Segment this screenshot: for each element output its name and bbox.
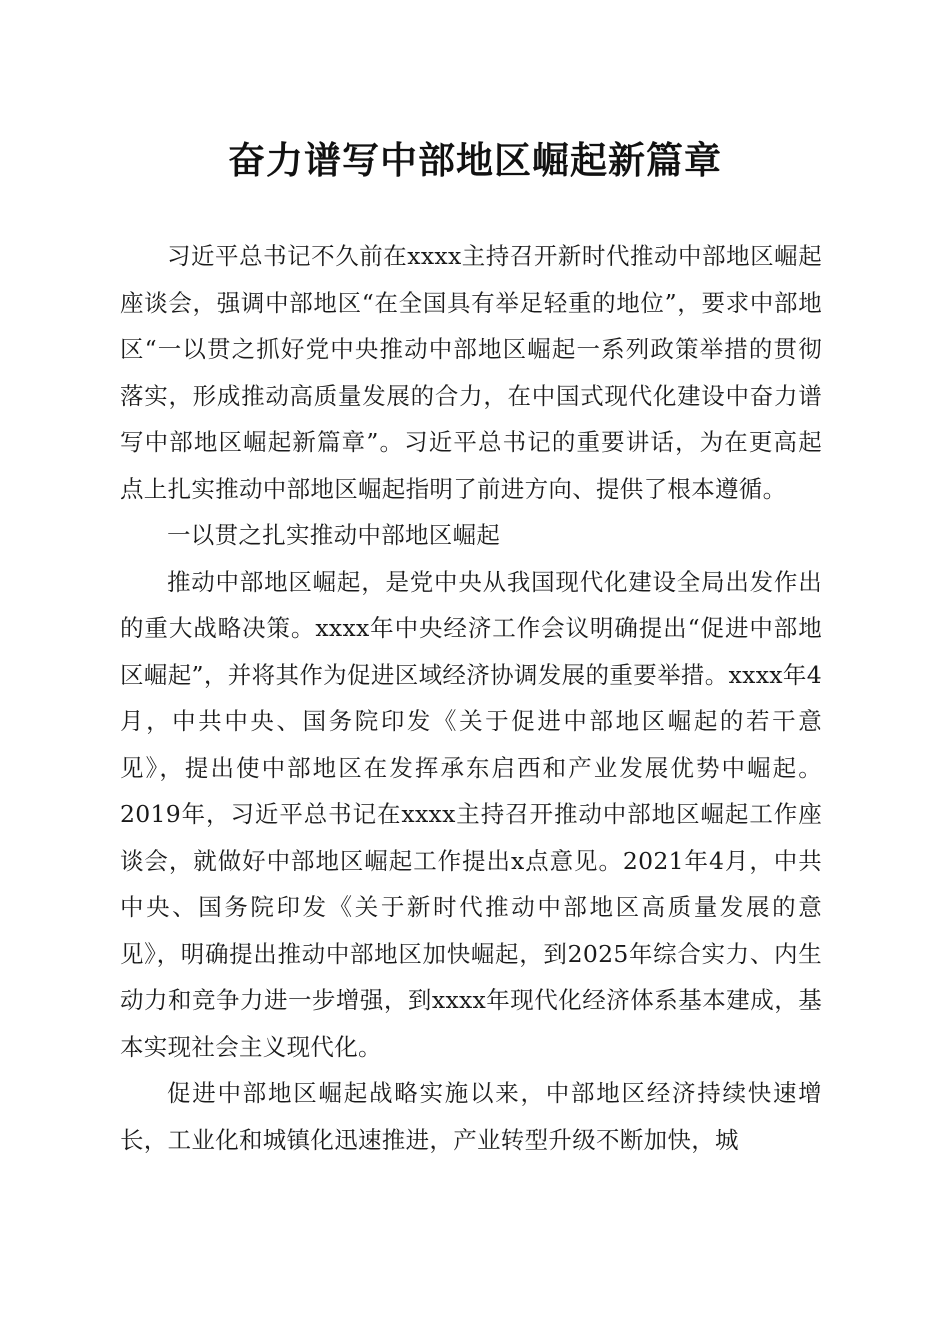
document-body [120, 233, 822, 1163]
paragraph-history: 推动中部地区崛起，是党中央从我国现代化建设全局出发作出的重大战略决策。xxxx年中央经济工作会议明确提出“促进中部地区崛起”，并将其作为促进区域经济协调发展的重要举措。xxxx年4月，中共中央、国务院印发《关于促进中部地区崛起的若干意见》，提出使中部地区在发挥承东启西和产业发展优势中崛起。2019年，习近平总书记在xxxx主持召开推动中部地区崛起工作座谈会，就做好中部地区崛起工作提出x点意见。2021年4月，中共中央、国务院印发《关于新时代推动中部地区高质量发展的意见》，明确提出推动中部地区加快崛起，到2025年综合实力、内生动力和竞争力进一步增强，到xxxx年现代化经济体系基本建成，基本实现社会主义现代化。 [120, 567, 822, 1061]
section-heading: 一以贯之扎实推动中部地区崛起 [167, 521, 501, 549]
paragraph-progress: 促进中部地区崛起战略实施以来，中部地区经济持续快速增长，工业化和城镇化迅速推进，产业转型升级不断加快，城 [120, 1079, 822, 1154]
paragraph-intro: 习近平总书记不久前在xxxx主持召开新时代推动中部地区崛起座谈会，强调中部地区“在全国具有举足轻重的地位”，要求中部地区“一以贯之抓好党中央推动中部地区崛起一系列政策举措的贯彻落实，形成推动高质量发展的合力，在中国式现代化建设中奋力谱写中部地区崛起新篇章”。习近平总书记的重要讲话，为在更高起点上扎实推动中部地区崛起指明了前进方向、提供了根本遵循。 [120, 242, 822, 503]
document-title: 奋力谱写中部地区崛起新篇章 [228, 138, 722, 182]
